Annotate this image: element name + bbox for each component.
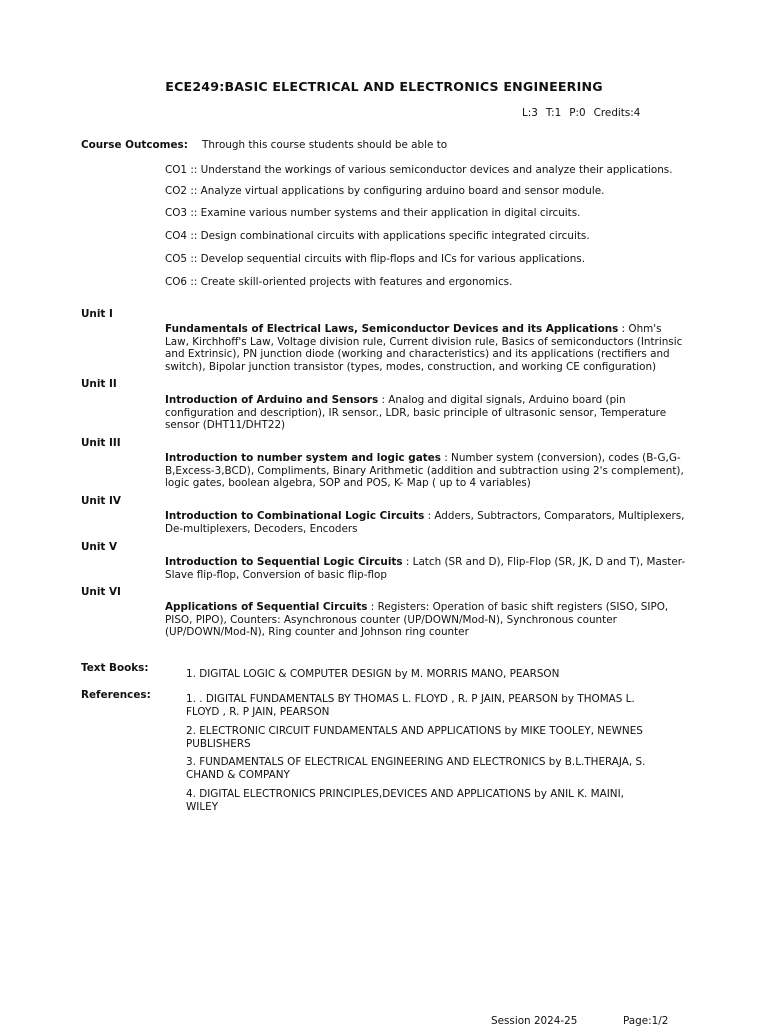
unit-topics: : Adders, Subtractors, Comparators, Multiplexers, De-multiplexers, Decoders, Encoders [165, 510, 685, 535]
unit-heading: Introduction to number system and logic gates [165, 452, 441, 464]
unit-content [165, 394, 687, 432]
unit-label: Unit I [81, 308, 113, 320]
unit-heading: Introduction of Arduino and Sensors [165, 394, 379, 406]
reference-item: 4. DIGITAL ELECTRONICS PRINCIPLES,DEVICES AND APPLICATIONS by ANIL K. MAINI, WILEY [186, 788, 624, 813]
course-outcome-item: CO5 :: Develop sequential circuits with flip-flops and ICs for various applications. [165, 253, 586, 265]
references-label: References: [81, 689, 151, 701]
course-outcome-item: CO6 :: Create skill-oriented projects with features and ergonomics. [165, 276, 513, 288]
lecture-hours: L:3 [522, 107, 538, 119]
course-title: ECE249:BASIC ELECTRICAL AND ELECTRONICS ENGINEERING [165, 79, 603, 94]
text-book-item: 1. DIGITAL LOGIC & COMPUTER DESIGN by M. MORRIS MANO, PEARSON [186, 668, 560, 680]
text-books-label: Text Books: [81, 662, 149, 674]
unit-topics: : Ohm's Law, Kirchhoff's Law, Voltage division rule, Current division rule, Basics of semiconductors (Intrinsic and Extrinsic), PN junction diode (working and characteristics) and its applications (rectifiers and switch), Bipolar junction transistor (types, modes, construction, and working CE configuration) [165, 323, 683, 373]
unit-heading: Introduction to Combinational Logic Circuits [165, 510, 425, 522]
course-outcome-item: CO2 :: Analyze virtual applications by configuring arduino board and sensor module. [165, 185, 605, 197]
page-number: Page:1/2 [623, 1015, 669, 1027]
unit-label: Unit VI [81, 586, 121, 598]
unit-topics: : Number system (conversion), codes (B-G,G-B,Excess-3,BCD), Compliments, Binary Arithmetic (addition and subtraction using 2's complement), logic gates, boolean algebra, SOP and POS, K- Map ( up to 4 variables) [165, 452, 684, 490]
course-outcomes-label: Course Outcomes: [81, 139, 188, 151]
unit-heading: Fundamentals of Electrical Laws, Semiconductor Devices and its Applications [165, 323, 619, 335]
unit-content [165, 601, 687, 639]
practical-hours: P:0 [569, 107, 586, 119]
unit-content [165, 510, 687, 535]
course-outcome-item: CO1 :: Understand the workings of various semiconductor devices and analyze their applications. [165, 164, 673, 176]
reference-item: 3. FUNDAMENTALS OF ELECTRICAL ENGINEERING AND ELECTRONICS by B.L.THERAJA, S. CHAND & COMPANY [186, 756, 646, 781]
session-label: Session 2024-25 [491, 1015, 578, 1027]
unit-label: Unit III [81, 437, 121, 449]
course-outcome-item: CO4 :: Design combinational circuits with applications specific integrated circuits. [165, 230, 590, 242]
unit-content [165, 323, 687, 373]
unit-topics: : Latch (SR and D), Flip-Flop (SR, JK, D and T), Master-Slave flip-flop, Conversion of basic flip-flop [165, 556, 686, 581]
unit-label: Unit II [81, 378, 117, 390]
reference-item: 2. ELECTRONIC CIRCUIT FUNDAMENTALS AND APPLICATIONS by MIKE TOOLEY, NEWNES PUBLISHERS [186, 725, 643, 750]
credits-count: Credits:4 [593, 107, 641, 119]
course-outcome-item: CO3 :: Examine various number systems and their application in digital circuits. [165, 207, 581, 219]
tutorial-hours: T:1 [545, 107, 562, 119]
unit-content [165, 556, 687, 581]
unit-label: Unit IV [81, 495, 121, 507]
unit-heading: Introduction to Sequential Logic Circuits [165, 556, 403, 568]
unit-heading: Applications of Sequential Circuits [165, 601, 368, 613]
unit-topics: : Registers: Operation of basic shift registers (SISO, SIPO, PISO, PIPO), Counters: Asynchronous counter (UP/DOWN/Mod-N), Synchronous counter (UP/DOWN/Mod-N), Ring counter and Johnson ring counter [165, 601, 669, 639]
unit-topics: : Analog and digital signals, Arduino board (pin configuration and description), IR sensor., LDR, basic principle of ultrasonic sensor, Temperature sensor (DHT11/DHT22) [165, 394, 667, 432]
unit-label: Unit V [81, 541, 118, 553]
credit-structure [522, 107, 648, 120]
course-outcomes-intro: Through this course students should be able to [202, 139, 448, 151]
unit-content [165, 452, 687, 490]
reference-item: 1. . DIGITAL FUNDAMENTALS BY THOMAS L. FLOYD , R. P JAIN, PEARSON by THOMAS L. FLOYD , R. P JAIN, PEARSON [186, 693, 635, 718]
